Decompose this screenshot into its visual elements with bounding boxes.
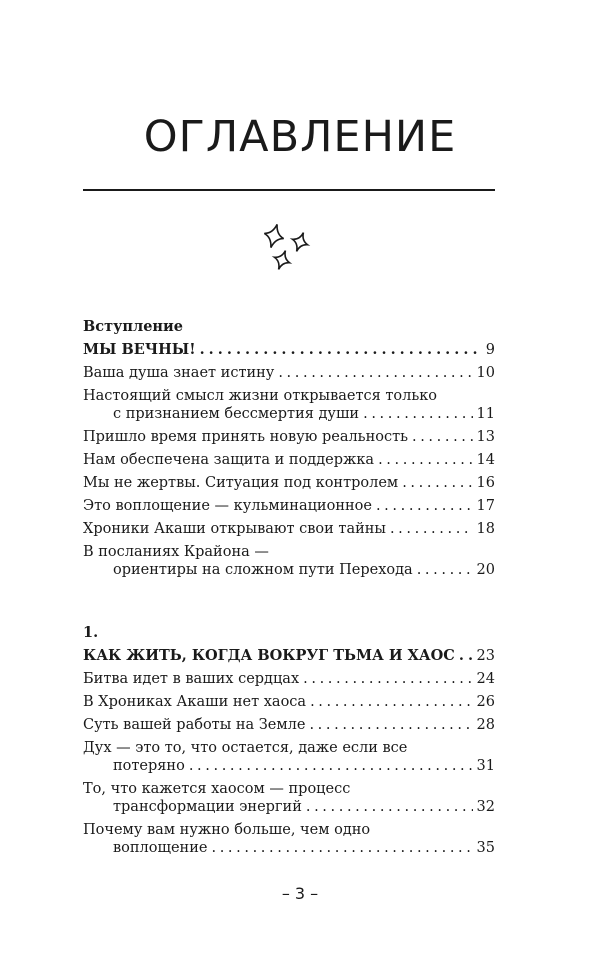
dot-leader (211, 839, 472, 857)
entry-page-number: 16 (476, 474, 495, 491)
dot-leader (378, 451, 472, 469)
entry-title: КАК ЖИТЬ, КОГДА ВОКРУГ ТЬМА И ХАОС (83, 646, 455, 664)
toc-entry[interactable] (83, 540, 495, 581)
entry-page-number: 13 (476, 428, 495, 445)
dot-leader (417, 561, 473, 579)
section-heading: Вступление (83, 318, 184, 335)
toc-entry[interactable] (83, 713, 495, 736)
entry-page-number: 14 (476, 451, 495, 468)
toc-entry[interactable] (83, 736, 495, 777)
toc-section-intro (83, 315, 495, 581)
toc-entry[interactable] (83, 471, 495, 494)
entry-title: Это воплощение — кульминационное (83, 497, 372, 514)
entry-title: В Хрониках Акаши нет хаоса (83, 693, 307, 710)
section-heading: 1. (83, 624, 99, 641)
entry-title: ориентиры на сложном пути Перехода (113, 561, 413, 578)
page-number: – 3 – (281, 884, 319, 903)
entry-page-number: 10 (476, 364, 495, 381)
toc-entry[interactable] (83, 338, 495, 361)
entry-title: Битва идет в ваших сердцах (83, 670, 300, 687)
toc-entry[interactable] (83, 361, 495, 384)
dot-leader (390, 520, 473, 538)
toc-entry[interactable] (83, 818, 495, 859)
entry-title: Суть вашей работы на Земле (83, 716, 306, 733)
dot-leader (310, 693, 472, 711)
stars-ornament-icon (260, 220, 320, 275)
title-rule (83, 189, 495, 191)
entry-page-number: 20 (476, 561, 495, 578)
toc-entry[interactable] (83, 667, 495, 690)
entry-title: Дух — это то, что остается, даже если все (83, 739, 408, 756)
entry-title: с признанием бессмертия души (113, 405, 360, 422)
dot-leader (402, 474, 472, 492)
entry-title: То, что кажется хаосом — процесс (83, 780, 351, 797)
toc-entry[interactable] (83, 644, 495, 667)
entry-title: МЫ ВЕЧНЫ! (83, 340, 196, 358)
entry-title: Почему вам нужно больше, чем одно (83, 821, 371, 838)
dot-leader (200, 341, 482, 359)
toc-section-chapter-1 (83, 621, 495, 859)
entry-title: Настоящий смысл жизни открывается только (83, 387, 438, 404)
entry-page-number: 23 (476, 647, 495, 664)
entry-title: Нам обеспечена защита и поддержка (83, 451, 375, 468)
entry-title: Ваша душа знает истину (83, 364, 275, 381)
entry-title: Хроники Акаши открывают свои тайны (83, 520, 386, 537)
entry-page-number: 35 (476, 839, 495, 856)
entry-title: трансформации энергий (113, 798, 302, 815)
toc-entry[interactable] (83, 425, 495, 448)
entry-page-number: 11 (476, 405, 495, 422)
entry-page-number: 17 (476, 497, 495, 514)
entry-page-number: 28 (476, 716, 495, 733)
entry-title: потеряно (113, 757, 185, 774)
dot-leader (363, 405, 472, 423)
entry-page-number: 31 (476, 757, 495, 774)
entry-page-number: 24 (476, 670, 495, 687)
dot-leader (309, 716, 472, 734)
toc-entry[interactable] (83, 494, 495, 517)
dot-leader (278, 364, 472, 382)
dot-leader (459, 647, 473, 665)
dot-leader (376, 497, 473, 515)
toc-entry[interactable] (83, 777, 495, 818)
entry-title: Пришло время принять новую реальность (83, 428, 408, 445)
toc-entry[interactable] (83, 690, 495, 713)
dot-leader (303, 670, 472, 688)
toc-entry[interactable] (83, 448, 495, 471)
dot-leader (189, 757, 473, 775)
entry-page-number: 18 (476, 520, 495, 537)
toc-entry[interactable] (83, 517, 495, 540)
entry-title: воплощение (113, 839, 208, 856)
entry-title: Мы не жертвы. Ситуация под контролем (83, 474, 399, 491)
entry-title: В посланиях Крайона — (83, 543, 269, 560)
entry-page-number: 9 (485, 341, 495, 358)
toc-entry[interactable] (83, 384, 495, 425)
entry-page-number: 26 (476, 693, 495, 710)
dot-leader (306, 798, 473, 816)
entry-page-number: 32 (476, 798, 495, 815)
dot-leader (412, 428, 473, 446)
toc-title: ОГЛАВЛЕНИЕ (143, 112, 457, 162)
